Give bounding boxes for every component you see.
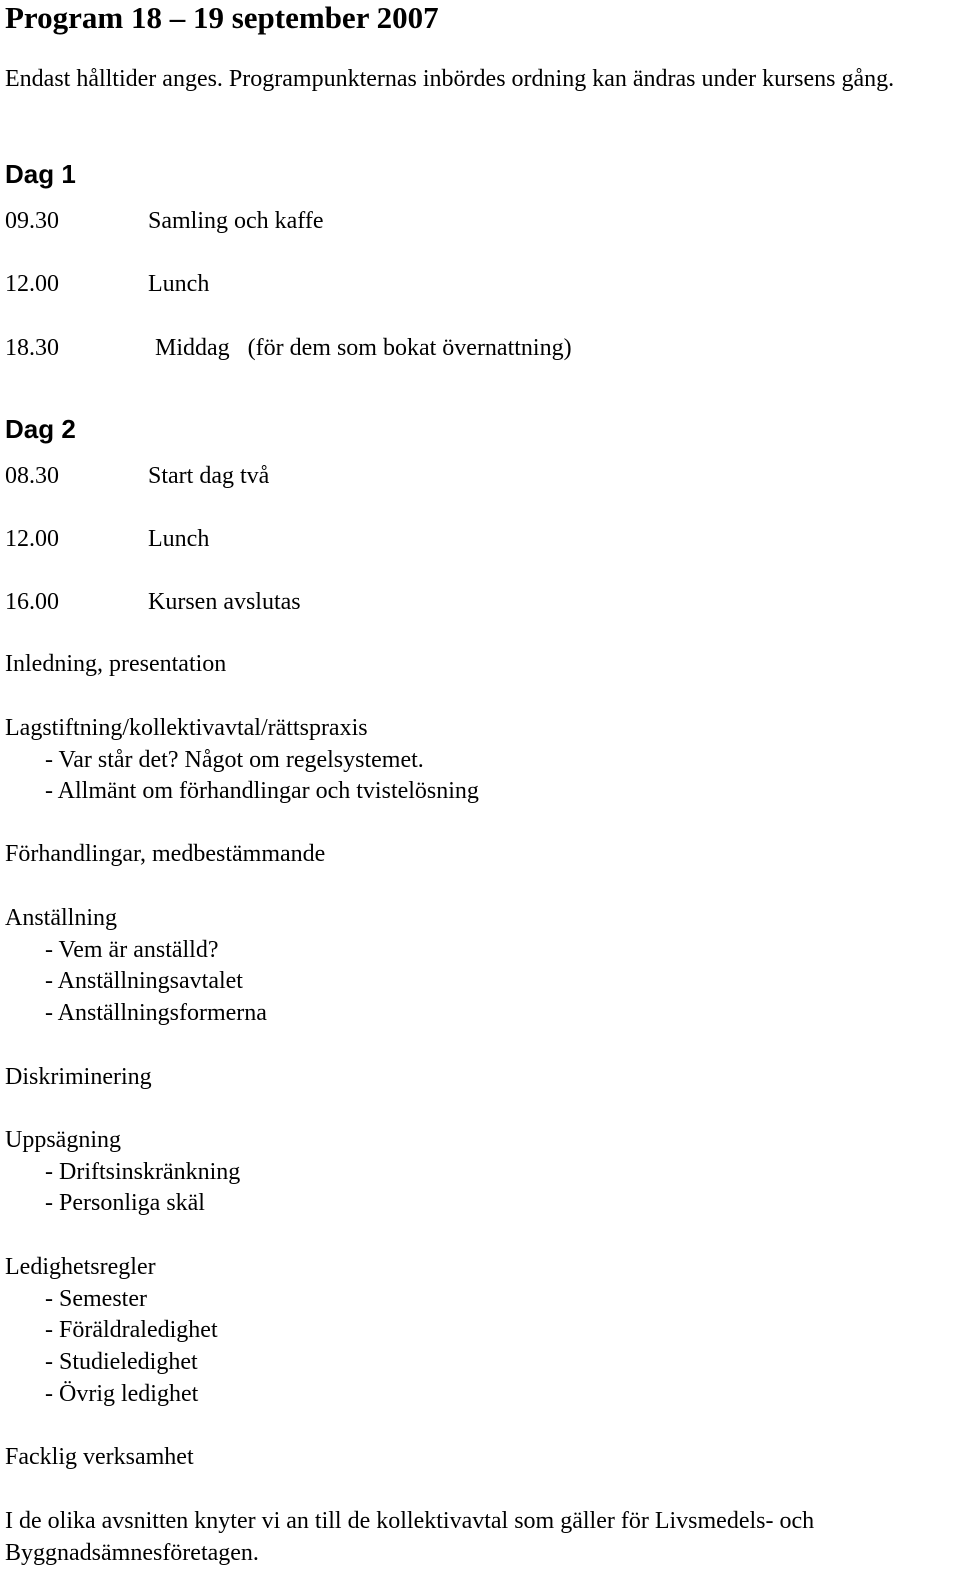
topic-facklig-verksamhet xyxy=(5,1442,194,1474)
page-title: Program 18 – 19 september 2007 xyxy=(5,0,439,35)
topic-anstallning xyxy=(5,903,267,1030)
day-2-heading: Dag 2 xyxy=(5,414,76,444)
topic-forhandlingar xyxy=(5,839,325,871)
schedule-activity: Kursen avslutas xyxy=(148,589,301,615)
schedule-row xyxy=(5,205,324,237)
schedule-row xyxy=(5,460,269,492)
topic-title: Facklig verksamhet xyxy=(5,1444,194,1470)
topic-title: Lagstiftning/kollektivavtal/rättspraxis xyxy=(5,715,368,741)
schedule-time: 12.00 xyxy=(5,271,59,297)
topic-title: Ledighetsregler xyxy=(5,1254,156,1280)
topic-subitem: - Studieledighet xyxy=(45,1349,198,1376)
topic-subitem: - Allmänt om förhandlingar och tvistelösning xyxy=(45,778,479,805)
topic-title: Anställning xyxy=(5,905,117,931)
topic-subitem: - Var står det? Något om regelsystemet. xyxy=(45,746,424,773)
schedule-time: 18.30 xyxy=(5,335,59,361)
intro-paragraph: Endast hålltider anges. Programpunkternas inbördes ordning kan ändras under kursens gång. xyxy=(5,66,895,92)
schedule-time: 09.30 xyxy=(5,208,59,234)
schedule-time: 12.00 xyxy=(5,526,59,552)
day-1-heading: Dag 1 xyxy=(5,159,76,189)
topic-title: Inledning, presentation xyxy=(5,651,227,677)
schedule-row xyxy=(5,332,572,364)
topic-inledning xyxy=(5,649,226,681)
schedule-row xyxy=(5,268,209,300)
topic-title: Diskriminering xyxy=(5,1064,152,1090)
topic-uppsagning xyxy=(5,1125,240,1220)
topic-subitem: - Anställningsformerna xyxy=(45,1000,267,1027)
topic-subitem: - Personliga skäl xyxy=(45,1190,205,1217)
topic-ledighetsregler xyxy=(5,1252,218,1411)
topic-subitem: - Föräldraledighet xyxy=(45,1317,218,1344)
schedule-time: 16.00 xyxy=(5,589,59,615)
topic-diskriminering xyxy=(5,1062,152,1094)
topic-subitem: - Semester xyxy=(45,1285,147,1312)
topic-lagstiftning xyxy=(5,713,479,808)
schedule-activity: Start dag två xyxy=(148,463,270,489)
schedule-time: 08.30 xyxy=(5,463,59,489)
topic-title: Uppsägning xyxy=(5,1127,121,1153)
topic-title: Förhandlingar, medbestämmande xyxy=(5,841,326,867)
topic-subitem: - Anställningsavtalet xyxy=(45,968,243,995)
schedule-activity: Lunch xyxy=(148,526,210,552)
schedule-row xyxy=(5,523,209,555)
schedule-activity: Middag (för dem som bokat övernattning) xyxy=(155,335,572,361)
schedule-activity: Lunch xyxy=(148,271,210,297)
closing-paragraph: I de olika avsnitten knyter vi an till de kollektivavtal som gäller för Livsmedels- och Byggnadsämnesföretagen. xyxy=(5,1508,815,1566)
topic-subitem: - Övrig ledighet xyxy=(45,1380,199,1407)
topic-subitem: - Driftsinskränkning xyxy=(45,1158,241,1185)
topic-subitem: - Vem är anställd? xyxy=(45,936,219,963)
schedule-row xyxy=(5,586,301,618)
schedule-activity: Samling och kaffe xyxy=(148,208,324,234)
